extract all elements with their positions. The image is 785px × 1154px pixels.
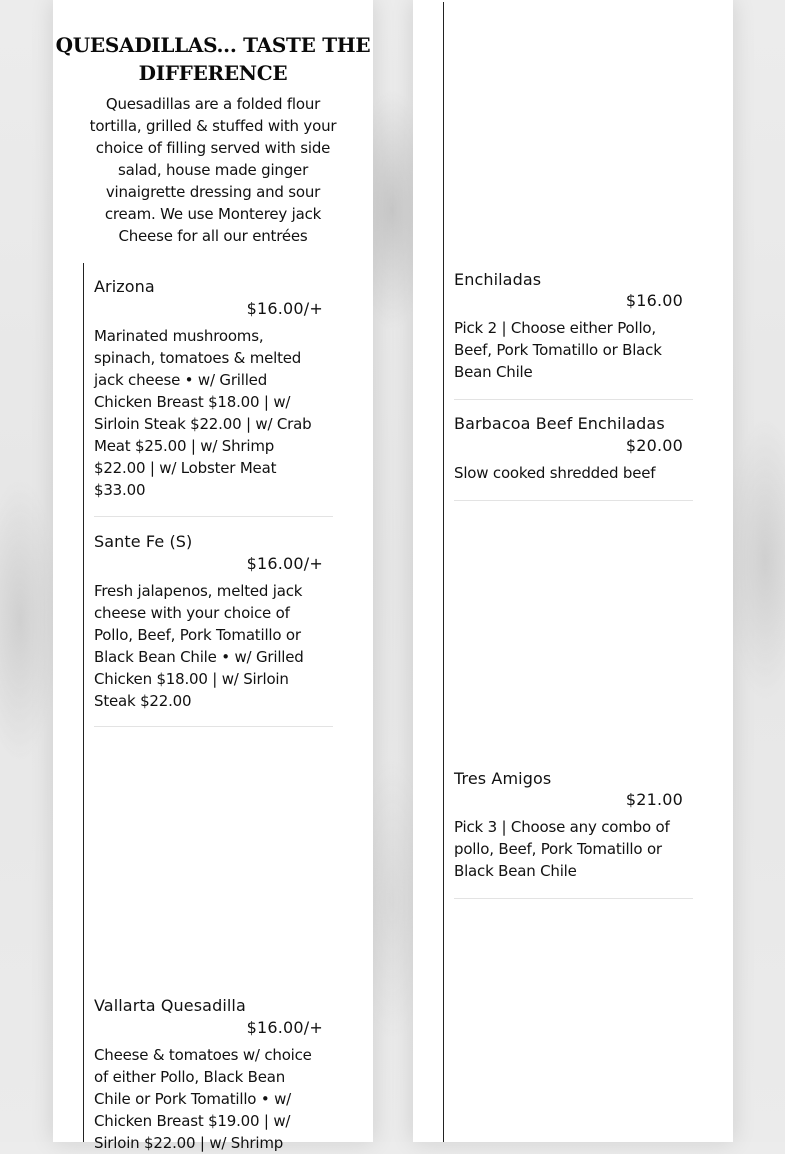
item-divider [454, 500, 693, 501]
item-name: Sante Fe (S) [94, 532, 193, 551]
item-price: $16.00/+ [246, 299, 323, 318]
item-description: Pick 3 | Choose any combo of pollo, Beef, Pork Tomatillo or Black Bean Chile [454, 818, 670, 880]
item-name: Tres Amigos [454, 769, 552, 788]
item-name: Arizona [94, 277, 155, 296]
item-divider [454, 399, 693, 400]
item-divider [94, 726, 333, 727]
column-rule [83, 263, 84, 1142]
column-rule [443, 2, 444, 1142]
item-name: Barbacoa Beef Enchiladas [454, 414, 665, 433]
item-divider [94, 516, 333, 517]
item-divider [454, 898, 693, 899]
item-price: $21.00 [625, 790, 683, 809]
item-name: Enchiladas [454, 270, 542, 289]
item-description: Slow cooked shredded beef [454, 464, 656, 482]
item-price: $20.00 [625, 436, 683, 455]
menu-column-left [53, 0, 373, 1152]
item-price: $16.00 [625, 291, 683, 310]
item-price: $16.00/+ [246, 554, 323, 573]
menu-column-right [413, 0, 733, 1142]
item-price: $16.00/+ [246, 1018, 323, 1037]
item-description: Fresh jalapenos, melted jack cheese with your choice of Pollo, Beef, Pork Tomatillo or Black Bean Chile • w/ Grilled Chicken $18.00 | w/ Sirloin Steak $22.00 [94, 582, 304, 710]
item-description: Marinated mushrooms, spinach, tomatoes & melted jack cheese • w/ Grilled Chicken Breast $18.00 | w/ Sirloin Steak $22.00 | w/ Crab Meat $25.00 | w/ Shrimp $22.00 | w/ Lobster Meat $33.00 [94, 327, 312, 499]
item-description: Cheese & tomatoes w/ choice of either Pollo, Black Bean Chile or Pork Tomatillo • w/ Chicken Breast $19.00 | w/ Sirloin $22.00 | w/ Shrimp [94, 1046, 312, 1152]
section-title: QUESADILLAS... TASTE THE DIFFERENCE [55, 33, 371, 85]
section-description: Quesadillas are a folded flour tortilla, grilled & stuffed with your choice of filling served with side salad, house made ginger vinaigrette dressing and sour cream. We use Monterey jack Cheese for all our entrées [89, 95, 337, 245]
item-description: Pick 2 | Choose either Pollo, Beef, Pork Tomatillo or Black Bean Chile [454, 319, 662, 381]
item-name: Vallarta Quesadilla [94, 996, 246, 1015]
